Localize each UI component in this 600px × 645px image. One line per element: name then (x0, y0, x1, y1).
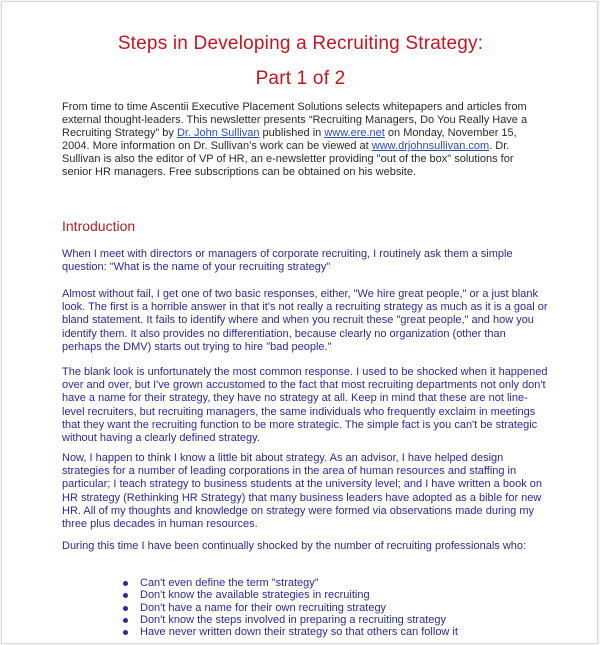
bullet-icon (123, 630, 128, 635)
list-item-text: Have never written down their strategy so that others can follow it (140, 626, 458, 639)
bullet-icon (123, 581, 128, 586)
author-link[interactable]: Dr. John Sullivan (176, 127, 260, 139)
intro-text: published in (259, 127, 325, 139)
bullet-icon (123, 593, 128, 598)
intro-text: From time to time Ascentii Executive Placement Solutions selects whitepapers and articles from external thought-leaders. This newsletter presents “Recruiting Managers, Do You Really Have a Recruiting Strategy” by (62, 101, 528, 139)
section-heading-introduction: Introduction (62, 218, 136, 234)
list-item-text: Don't know the available strategies in recruiting (140, 589, 370, 602)
list-item (62, 589, 542, 601)
list-item-text: Can't even define the term "strategy" (140, 577, 319, 589)
body-paragraph-3: The blank look is unfortunately the most common response. I used to be shocked when it happened over and over, but I've grown accustomed to the fact that most recruiting departments not only don't have a name for their strategy, they have no strategy at all. Keep in mind that these are not line-level recruiters, but recruiting managers, the same individuals who frequently exclaim in meetings that they want the recruiting function to be more strategic. The simple fact is you can't be strategic without having a clearly defined strategy. (62, 366, 548, 445)
list-item-text: Don't have a name for their own recruiting strategy (140, 601, 387, 614)
body-paragraph-2: Almost without fail, I get one of two basic responses, either, "We hire great people," or a just blank look. The first is a horrible answer in that it's not really a recruiting strategy as much as it is a goal or bland statement. It fails to identify where and when you recruit these "great people," and how you identify them. It also provides no differentiation, because clearly no organization (other than perhaps the DMV) starts out trying to hire "bad people." (62, 288, 548, 353)
bullet-icon (123, 618, 128, 623)
document-subtitle: Part 1 of 2 (255, 68, 346, 89)
list-item (62, 577, 542, 589)
document-page (1, 1, 598, 644)
list-item-text: Don't know the steps involved in preparing a recruiting strategy (140, 613, 446, 626)
list-item (62, 626, 542, 638)
author-website-link[interactable]: www.drjohnsullivan.com (371, 140, 490, 152)
list-item (62, 602, 542, 614)
intro-text: on Monday, November 15, 2004. More information on Dr. Sullivan’s work can be viewed at (62, 127, 517, 152)
body-paragraph-1: When I meet with directors or managers of corporate recruiting, I routinely ask them a simple question: "What is the name of your recruiting strategy" (62, 248, 513, 274)
body-paragraph-5: During this time I have been continually shocked by the number of recruiting professionals who: (62, 540, 527, 552)
bullet-icon (123, 606, 128, 611)
body-paragraph-4: Now, I happen to think I know a little bit about strategy. As an advisor, I have helped design strategies for a number of leading corporations in the area of human resources and staffing in particular; I teach strategy to business students at the university level; and I have written a book on HR strategy (Rethinking HR Strategy) that many business leaders have adopted as a bible for new HR. All of my thoughts and knowledge on strategy were formed via observations made during my three plus decades in human resources. (62, 452, 542, 531)
bullet-list (62, 577, 542, 638)
list-item (62, 614, 542, 626)
intro-paragraph (62, 101, 542, 179)
intro-text: . Dr. Sullivan is also the editor of VP of HR, an e-newsletter providing "out of the box" solutions for senior HR managers. Free subscriptions can be obtained on his website. (62, 140, 514, 178)
document-title: Steps in Developing a Recruiting Strategy: (117, 33, 484, 54)
ere-site-link[interactable]: www.ere.net (324, 127, 385, 139)
